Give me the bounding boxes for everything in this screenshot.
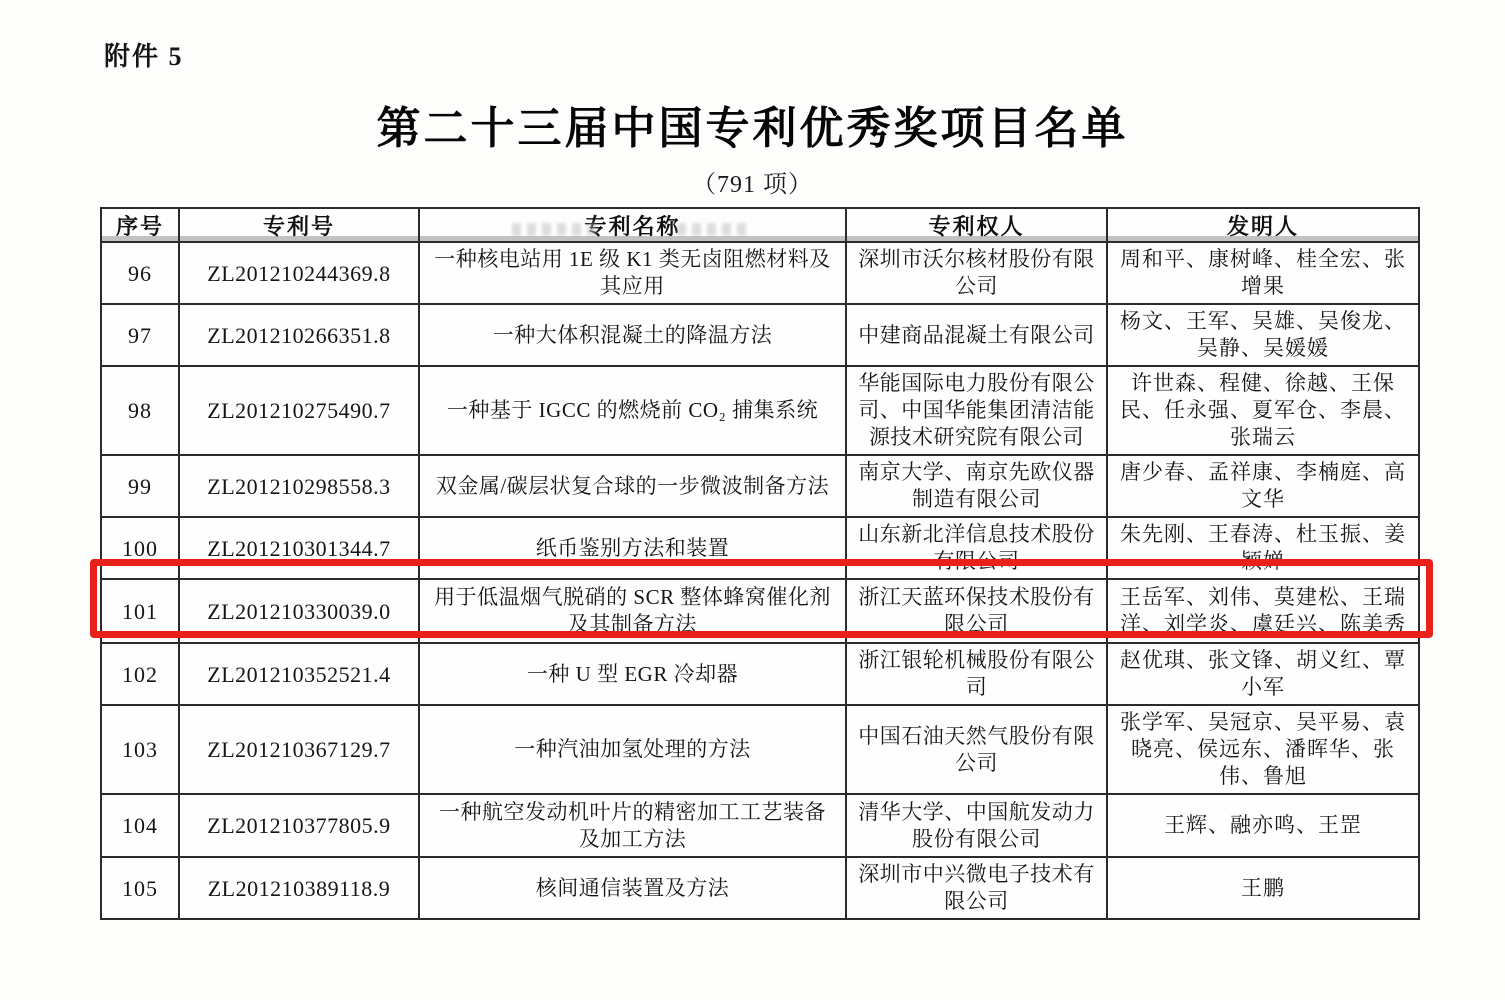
cell-inventors: 周和平、康树峰、桂全宏、张增果 — [1107, 242, 1419, 304]
cell-patent-name: 纸币鉴别方法和装置 — [419, 517, 846, 579]
cell-patentee: 深圳市沃尔核材股份有限公司 — [846, 242, 1107, 304]
cell-no: 102 — [101, 643, 179, 705]
attachment-label: 附件 5 — [104, 42, 184, 71]
cell-patent-name: 一种汽油加氢处理的方法 — [419, 705, 846, 794]
cell-patent-name: 一种核电站用 1E 级 K1 类无卤阻燃材料及其应用 — [419, 242, 846, 304]
cell-patent-name: 核间通信装置及方法 — [419, 857, 846, 919]
cell-patent-number: ZL201210377805.9 — [179, 794, 419, 857]
cell-inventors: 朱先刚、王春涛、杜玉振、姜颖婵 — [1107, 517, 1419, 579]
header-row — [101, 208, 1419, 242]
table-row-104 — [101, 794, 1419, 857]
cell-patentee: 浙江天蓝环保技术股份有限公司 — [846, 579, 1107, 643]
cell-patentee: 华能国际电力股份有限公司、中国华能集团清洁能源技术研究院有限公司 — [846, 366, 1107, 455]
cell-patent-name: 一种基于 IGCC 的燃烧前 CO₂ 捕集系统 — [419, 366, 846, 455]
cell-no: 104 — [101, 794, 179, 857]
cell-inventors: 唐少春、孟祥康、李楠庭、高文华 — [1107, 455, 1419, 517]
cell-patent-number: ZL201210275490.7 — [179, 366, 419, 455]
table-row-105 — [101, 857, 1419, 919]
cell-patent-name: 一种航空发动机叶片的精密加工工艺装备及加工方法 — [419, 794, 846, 857]
table-row-98 — [101, 366, 1419, 455]
cell-patent-name: 一种大体积混凝土的降温方法 — [419, 304, 846, 366]
col-header-patent-name-label: 专利名称 — [584, 213, 681, 239]
cell-patentee: 浙江银轮机械股份有限公司 — [846, 643, 1107, 705]
page-title: 第二十三届中国专利优秀奖项目名单 — [376, 104, 1129, 153]
cell-patent-number: ZL201210352521.4 — [179, 643, 419, 705]
col-header-inventors: 发明人 — [1107, 208, 1419, 242]
cell-patentee: 中建商品混凝土有限公司 — [846, 304, 1107, 366]
cell-patentee: 山东新北洋信息技术股份有限公司 — [846, 517, 1107, 579]
cell-no: 96 — [101, 242, 179, 304]
cell-inventors: 杨文、王军、吴雄、吴俊龙、吴静、吴媛媛 — [1107, 304, 1419, 366]
cell-patent-number: ZL201210244369.8 — [179, 242, 419, 304]
cell-patent-number: ZL201210330039.0 — [179, 579, 419, 643]
table-row-96 — [101, 242, 1419, 304]
col-header-patent-name — [419, 208, 846, 242]
table-row-99 — [101, 455, 1419, 517]
cell-patentee: 清华大学、中国航发动力股份有限公司 — [846, 794, 1107, 857]
cell-inventors: 王岳军、刘伟、莫建松、王瑞洋、刘学炎、虞廷兴、陈美秀 — [1107, 579, 1419, 643]
cell-no: 105 — [101, 857, 179, 919]
cell-no: 100 — [101, 517, 179, 579]
cell-patent-number: ZL201210298558.3 — [179, 455, 419, 517]
table-row-101-highlighted — [101, 579, 1419, 643]
cell-patent-name: 双金属/碳层状复合球的一步微波制备方法 — [419, 455, 846, 517]
cell-no: 103 — [101, 705, 179, 794]
cell-patent-number: ZL201210389118.9 — [179, 857, 419, 919]
item-count: （791 项） — [692, 172, 813, 198]
cell-patent-name: 一种 U 型 EGR 冷却器 — [419, 643, 846, 705]
cell-inventors: 许世森、程健、徐越、王保民、任永强、夏军仓、李晨、张瑞云 — [1107, 366, 1419, 455]
cell-patent-number: ZL201210266351.8 — [179, 304, 419, 366]
cell-patent-number: ZL201210367129.7 — [179, 705, 419, 794]
patent-table — [100, 207, 1420, 920]
table-row-103 — [101, 705, 1419, 794]
cell-patentee: 南京大学、南京先欧仪器制造有限公司 — [846, 455, 1107, 517]
cell-no: 97 — [101, 304, 179, 366]
cell-patentee: 中国石油天然气股份有限公司 — [846, 705, 1107, 794]
col-header-patent-number: 专利号 — [179, 208, 419, 242]
scan-bleed-artifact — [677, 223, 747, 236]
cell-patent-number: ZL201210301344.7 — [179, 517, 419, 579]
cell-inventors: 张学军、吴冠京、吴平易、袁晓亮、侯远东、潘晖华、张伟、鲁旭 — [1107, 705, 1419, 794]
cell-patentee: 深圳市中兴微电子技术有限公司 — [846, 857, 1107, 919]
scan-bleed-artifact — [512, 223, 600, 236]
cell-inventors: 赵优琪、张文锋、胡义红、覃小军 — [1107, 643, 1419, 705]
cell-no: 99 — [101, 455, 179, 517]
table-row-100 — [101, 517, 1419, 579]
table-row-102 — [101, 643, 1419, 705]
cell-inventors: 王辉、融亦鸣、王罡 — [1107, 794, 1419, 857]
col-header-no: 序号 — [101, 208, 179, 242]
cell-no: 101 — [101, 579, 179, 643]
cell-no: 98 — [101, 366, 179, 455]
cell-patent-name: 用于低温烟气脱硝的 SCR 整体蜂窝催化剂及其制备方法 — [419, 579, 846, 643]
col-header-patentee: 专利权人 — [846, 208, 1107, 242]
table-row-97 — [101, 304, 1419, 366]
cell-inventors: 王鹏 — [1107, 857, 1419, 919]
